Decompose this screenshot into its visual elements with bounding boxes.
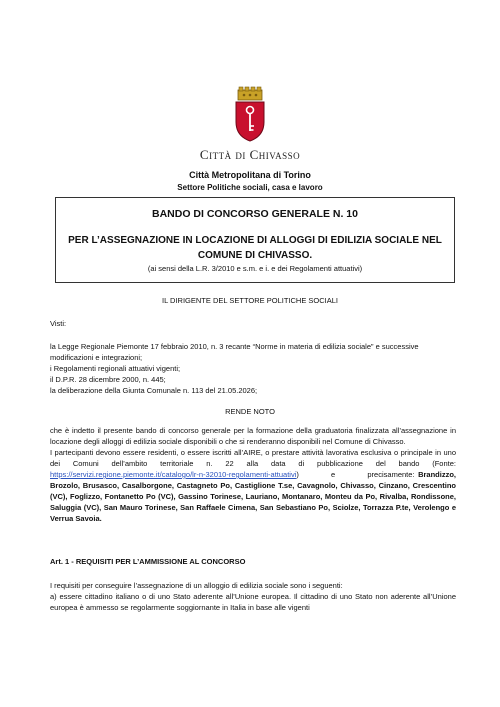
body-paragraph-2 <box>50 447 456 524</box>
bando-title-box <box>55 197 455 283</box>
bando-subtitle <box>56 233 454 263</box>
premessa-item: i Regolamenti regionali attuativi vigenti; <box>50 364 181 373</box>
bando-title: BANDO DI CONCORSO GENERALE N. 10 <box>152 208 358 220</box>
city-crest-icon <box>232 86 268 142</box>
rende-noto-heading: RENDE NOTO <box>225 407 275 416</box>
bando-subtitle-line1: PER L’ASSEGNAZIONE IN LOCAZIONE DI ALLOGGI DI EDILIZIA SOCIALE NEL <box>68 235 442 246</box>
premessa-item: la deliberazione della Giunta Comunale n. 113 del 21.05.2026; <box>50 386 258 395</box>
city-name: Città di Chivasso <box>199 147 301 162</box>
regione-link[interactable]: https://servizi.regione.piemonte.it/catalogo/lr-n-32010-regolamenti-attuativi <box>50 470 297 479</box>
dirigente-heading: IL DIRIGENTE DEL SETTORE POLITICHE SOCIALI <box>161 296 338 305</box>
art1-heading: Art. 1 - REQUISITI PER L’AMMISSIONE AL CONCORSO <box>50 557 246 566</box>
body-p2-start: I partecipanti devono essere residenti, o essere iscritti all’AIRE, o prestare attività lavorativa esclusiva o principale in uno dei Comuni dell’ambito territoriale n. 22 alla data di pubblicazione del bando (Fonte: <box>50 448 456 468</box>
comuni-list: Brandizzo, Brozolo, Brusasco, Casalborgone, Castagneto Po, Castiglione T.se, Cavagnolo, Chivasso, Cinzano, Crescentino (VC), Foglizzo, Fontanetto Po (VC), Gassino Torinese, Lauriano, Montanaro, Monteu da Po, Rivalba, Rondissone, Saluggia (VC), San Mauro Torinese, San Raffaele Cimena, San Sebastiano Po, Sciolze, Torrazza P.te, Verolengo e Verrua Savoia. <box>50 470 456 523</box>
metro-name: Città Metropolitana di Torino <box>189 170 311 180</box>
body-paragraph-1: che è indetto il presente bando di concorso generale per la formazione della graduatoria finalizzata all’assegnazione in locazione degli alloggi di edilizia sociale disponibili o che si renderanno disponibili nel Comune di Chivasso. <box>50 426 456 446</box>
body-section <box>50 425 456 524</box>
visti-label: Visti: <box>50 319 67 328</box>
art1-section <box>50 580 456 613</box>
premesse-list <box>50 341 456 396</box>
premessa-item: il D.P.R. 28 dicembre 2000, n. 445; <box>50 375 166 384</box>
settore-name: Settore Politiche sociali, casa e lavoro <box>177 183 323 192</box>
premessa-item: la Legge Regionale Piemonte 17 febbraio 2010, n. 3 recante “Norme in materia di edilizia sociale” e successive modificazioni e integrazioni; <box>50 342 419 362</box>
art1-intro: I requisiti per conseguire l’assegnazione di un alloggio di edilizia sociale sono i seguenti: <box>50 581 343 590</box>
bando-subtitle-line2: COMUNE DI CHIVASSO. <box>197 250 313 261</box>
bando-note: (ai sensi della L.R. 3/2010 e s.m. e i. e dei Regolamenti attuativi) <box>147 264 363 273</box>
body-p2-mid: ) e precisamente: <box>296 470 419 479</box>
art1-item-a: a) essere cittadino italiano o di uno Stato aderente all’Unione europea. Il cittadino di uno Stato non aderente all’Unione europea è ammesso se regolarmente soggiornante in Italia in base alle vigenti <box>50 592 456 612</box>
